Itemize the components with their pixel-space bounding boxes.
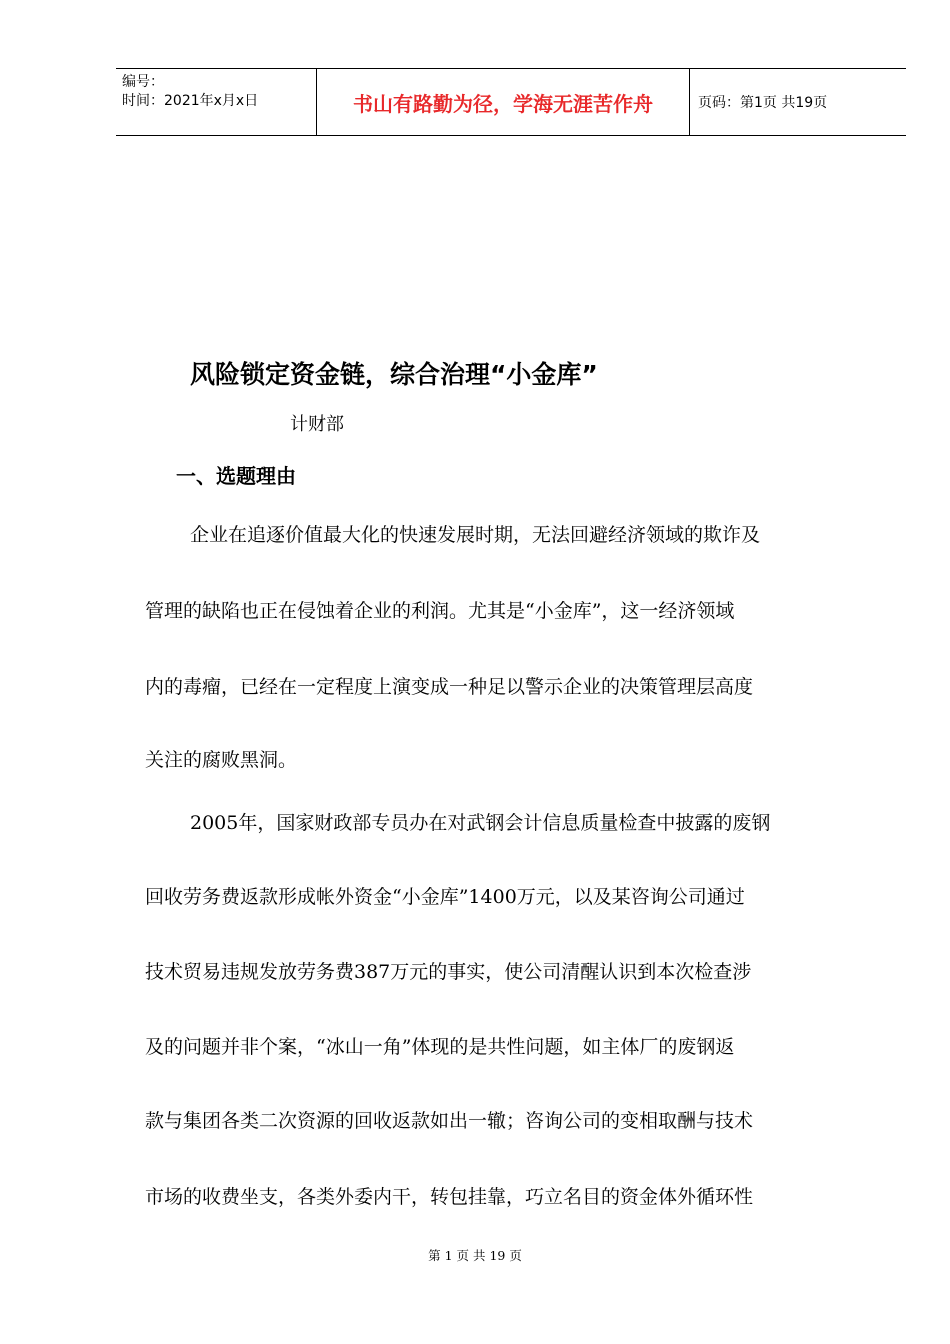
section-heading: 一、选题理由 (176, 464, 296, 488)
department-name: 计财部 (290, 414, 344, 435)
body-line: 关注的腐败黑洞。 (145, 749, 298, 771)
page-footer: 第 1 页 共 19 页 (428, 1248, 522, 1263)
body-line: 企业在追逐价值最大化的快速发展时期，无法回避经济领域的欺诈及 (190, 524, 761, 546)
body-line: 技术贸易违规发放劳务费387万元的事实，使公司清醒认识到本次检查涉 (145, 961, 752, 983)
motto-text: 书山有路勤为径，学海无涯苦作舟 (353, 91, 653, 116)
body-line: 及的问题并非个案，“冰山一角”体现的是共性问题，如主体厂的废钢返 (145, 1036, 735, 1058)
body-line: 2005年，国家财政部专员办在对武钢会计信息质量检查中披露的废钢 (190, 812, 771, 834)
body-line: 内的毒瘤，已经在一定程度上演变成一种足以警示企业的决策管理层高度 (145, 676, 754, 698)
header-page-info (690, 69, 906, 135)
page-info-text: 页码：第1页 共19页 (698, 95, 828, 111)
header-meta (116, 69, 316, 135)
serial-number-label: 编号： (122, 74, 164, 90)
header-motto (316, 69, 690, 135)
page-header (116, 68, 906, 136)
body-line: 管理的缺陷也正在侵蚀着企业的利润。尤其是“小金库”，这一经济领域 (145, 600, 735, 622)
document-title: 风险锁定资金链，综合治理“小金库” (190, 360, 598, 389)
body-line: 款与集团各类二次资源的回收返款如出一辙；咨询公司的变相取酬与技术 (145, 1110, 754, 1132)
body-line: 市场的收费坐支，各类外委内干，转包挂靠，巧立名目的资金体外循环性 (145, 1186, 754, 1208)
body-line: 回收劳务费返款形成帐外资金“小金库”1400万元，以及某咨询公司通过 (145, 886, 745, 908)
time-label: 时间：2021年x月x日 (122, 93, 259, 109)
